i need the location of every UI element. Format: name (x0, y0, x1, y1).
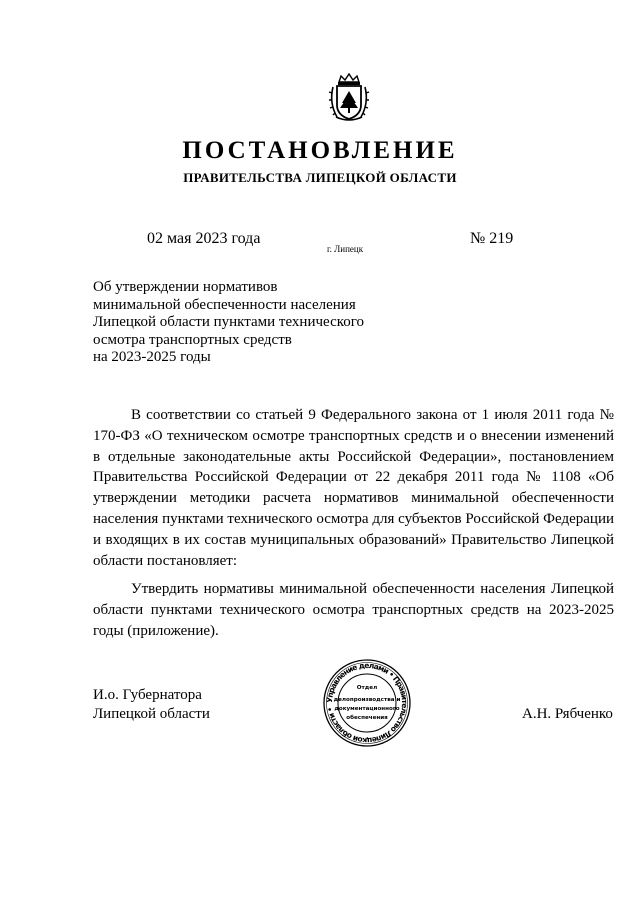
subject-line: Об утверждении нормативов (93, 279, 278, 295)
subject-line: минимальной обеспеченности населения (93, 296, 356, 313)
signatory-position (93, 686, 210, 724)
document-number: № 219 (470, 230, 514, 247)
stamp-outer-text: Управление делами • Правительство Липецкой области • (324, 660, 410, 746)
official-stamp-icon (322, 658, 412, 748)
body-paragraph-resolution: Утвердить нормативы минимальной обеспеченности населения Липецкой области пунктами технического осмотра транспортных средств на 2023-2025 годы (приложение). (93, 581, 614, 639)
stamp-center-line: обеспечения (346, 715, 388, 721)
document-subject (93, 279, 423, 367)
signatory-name: А.Н. Рябченко (522, 706, 613, 722)
document-title: ПОСТАНОВЛЕНИЕ (182, 137, 458, 164)
subject-line: Липецкой области пунктами технического (93, 314, 365, 331)
body-paragraph-preamble: В соответствии со статьей 9 Федерального закона от 1 июля 2011 года № 170-ФЗ «О техническом осмотре транспортных средств и о внесении изменений в отдельные законодательные акты Российской Федерации», постановлением Правительства Российской Федерации от 22 декабря 2011 года № 1108 «Об утверждении методики расчета нормативов минимальной обеспеченности населения пунктами технического осмотра для субъектов Российской Федерации и входящих в их состав муниципальных образований» Правительство Липецкой области постановляет: (93, 407, 614, 569)
subject-line: осмотра транспортных средств (93, 331, 292, 348)
signatory-position-line: И.о. Губернатора (93, 687, 202, 703)
stamp-center-line: документационного (334, 706, 400, 712)
document-date: 02 мая 2023 года (147, 230, 261, 247)
signatory-position-line: Липецкой области (93, 706, 210, 722)
stamp-center-line: делопроизводства и (333, 697, 401, 703)
stamp-center-line: Отдел (356, 685, 378, 691)
coat-of-arms-icon (327, 73, 371, 123)
document-issuer: ПРАВИТЕЛЬСТВА ЛИПЕЦКОЙ ОБЛАСТИ (183, 170, 457, 185)
subject-line: на 2023-2025 годы (93, 349, 211, 366)
document-body (93, 405, 614, 650)
document-city: г. Липецк (327, 244, 364, 254)
